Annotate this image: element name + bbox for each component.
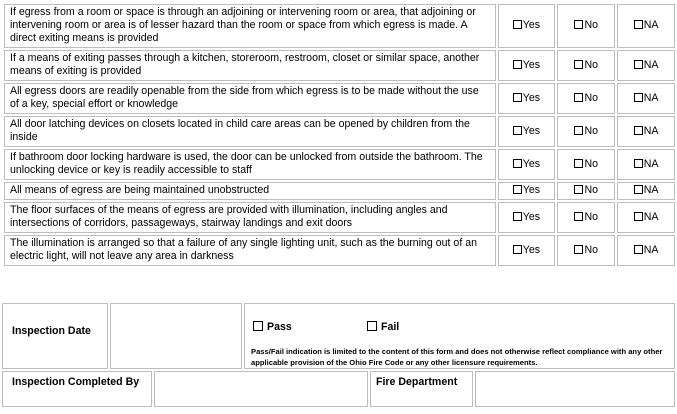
completed-by-label: Inspection Completed By	[12, 376, 140, 388]
option-na-checkbox[interactable]	[634, 126, 643, 135]
option-no-label: No	[584, 19, 599, 31]
checklist-row	[4, 50, 675, 81]
option-yes-cell[interactable]	[498, 83, 556, 114]
inspection-date-label: Inspection Date	[12, 325, 91, 337]
option-yes-label: Yes	[522, 91, 541, 104]
option-na-label: NA	[643, 91, 659, 104]
option-no-label: No	[584, 184, 599, 196]
option-na-cell[interactable]	[617, 50, 675, 81]
option-no-checkbox[interactable]	[574, 20, 583, 29]
option-na-checkbox[interactable]	[634, 245, 643, 254]
option-no-checkbox[interactable]	[574, 185, 583, 194]
option-na-cell[interactable]	[617, 182, 675, 200]
checklist-row	[4, 149, 675, 180]
checklist-question: All door latching devices on closets located in child care areas can be opened by children from the inside	[4, 116, 496, 147]
option-yes-label: Yes	[522, 124, 541, 137]
option-no-label: No	[584, 243, 599, 256]
option-na-cell[interactable]	[617, 116, 675, 147]
option-no-checkbox[interactable]	[574, 245, 583, 254]
checklist-question: If egress from a room or space is through an adjoining or intervening room or area, that adjoining or intervening room or area is of lesser hazard than the room or space from which egress is made. A direct exiting means is provided	[4, 4, 496, 48]
pass-checkbox[interactable]	[253, 321, 263, 331]
option-yes-cell[interactable]	[498, 182, 556, 200]
option-na-label: NA	[643, 184, 659, 196]
option-na-cell[interactable]	[617, 83, 675, 114]
option-na-checkbox[interactable]	[634, 212, 643, 221]
option-yes-checkbox[interactable]	[513, 20, 522, 29]
fail-label: Fail	[381, 321, 400, 333]
option-yes-checkbox[interactable]	[513, 185, 522, 194]
option-no-cell[interactable]	[557, 182, 615, 200]
option-na-label: NA	[643, 58, 659, 71]
checklist-row	[4, 116, 675, 147]
checklist-question: The floor surfaces of the means of egress are provided with illumination, including angles and intersections of corridors, passageways, stairway landings and exit doors	[4, 202, 496, 233]
option-yes-cell[interactable]	[498, 149, 556, 180]
pass-label: Pass	[267, 321, 292, 333]
checklist-row	[4, 182, 675, 200]
option-no-cell[interactable]	[557, 83, 615, 114]
option-na-cell[interactable]	[617, 4, 675, 48]
option-no-cell[interactable]	[557, 149, 615, 180]
checklist-row	[4, 202, 675, 233]
option-na-cell[interactable]	[617, 202, 675, 233]
option-na-checkbox[interactable]	[634, 185, 643, 194]
option-yes-label: Yes	[522, 19, 541, 31]
option-yes-cell[interactable]	[498, 235, 556, 266]
option-yes-cell[interactable]	[498, 50, 556, 81]
pass-option[interactable]	[253, 321, 292, 333]
option-no-cell[interactable]	[557, 50, 615, 81]
option-no-cell[interactable]	[557, 4, 615, 48]
option-no-checkbox[interactable]	[574, 212, 583, 221]
option-yes-cell[interactable]	[498, 202, 556, 233]
option-no-cell[interactable]	[557, 116, 615, 147]
option-yes-cell[interactable]	[498, 116, 556, 147]
completed-by-input[interactable]	[154, 371, 368, 407]
fire-department-label-cell	[370, 371, 473, 407]
inspection-date-input[interactable]	[110, 303, 242, 369]
option-na-label: NA	[643, 243, 659, 256]
option-no-label: No	[584, 91, 599, 104]
checklist-row	[4, 83, 675, 114]
option-yes-label: Yes	[522, 184, 541, 196]
option-na-checkbox[interactable]	[634, 20, 643, 29]
option-na-checkbox[interactable]	[634, 159, 643, 168]
checklist-question: If a means of exiting passes through a kitchen, storeroom, restroom, closet or similar space, another means of exiting is provided	[4, 50, 496, 81]
option-na-cell[interactable]	[617, 149, 675, 180]
checklist-question: The illumination is arranged so that a failure of any single lighting unit, such as the burning out of an electric light, will not leave any area in darkness	[4, 235, 496, 266]
option-no-label: No	[584, 210, 599, 223]
option-no-checkbox[interactable]	[574, 60, 583, 69]
option-na-label: NA	[643, 210, 659, 223]
option-no-cell[interactable]	[557, 235, 615, 266]
option-yes-label: Yes	[522, 157, 541, 170]
option-no-checkbox[interactable]	[574, 93, 583, 102]
option-no-checkbox[interactable]	[574, 159, 583, 168]
option-yes-checkbox[interactable]	[513, 60, 522, 69]
option-na-cell[interactable]	[617, 235, 675, 266]
option-yes-checkbox[interactable]	[513, 212, 522, 221]
option-no-label: No	[584, 157, 599, 170]
option-na-label: NA	[643, 157, 659, 170]
completed-by-label-cell	[2, 371, 152, 407]
fail-option[interactable]	[367, 321, 399, 333]
fire-department-label: Fire Department	[376, 376, 458, 388]
option-no-label: No	[584, 124, 599, 137]
checklist-question: All means of egress are being maintained unobstructed	[4, 182, 496, 200]
fail-checkbox[interactable]	[367, 321, 377, 331]
pass-fail-disclaimer: Pass/Fail indication is limited to the content of this form and does not otherwise reflect compliance with any other applicable provision of the Ohio Fire Code or any other licensure requirements.	[251, 347, 663, 367]
inspection-date-label-cell	[2, 303, 108, 369]
checklist-question: All egress doors are readily openable from the side from which egress is to be made without the use of a key, special effort or knowledge	[4, 83, 496, 114]
option-na-label: NA	[643, 19, 659, 31]
option-na-checkbox[interactable]	[634, 93, 643, 102]
option-yes-label: Yes	[522, 210, 541, 223]
fire-department-input[interactable]	[475, 371, 675, 407]
option-no-checkbox[interactable]	[574, 126, 583, 135]
checklist-question: If bathroom door locking hardware is used, the door can be unlocked from outside the bathroom. The unlocking device or key is readily accessible to staff	[4, 149, 496, 180]
egress-checklist-table	[2, 2, 677, 268]
checklist-row	[4, 4, 675, 48]
option-na-label: NA	[643, 124, 659, 137]
option-yes-checkbox[interactable]	[513, 159, 522, 168]
option-na-checkbox[interactable]	[634, 60, 643, 69]
option-yes-checkbox[interactable]	[513, 245, 522, 254]
option-yes-checkbox[interactable]	[513, 126, 522, 135]
option-no-label: No	[584, 58, 599, 71]
option-yes-label: Yes	[522, 243, 541, 256]
option-no-cell[interactable]	[557, 202, 615, 233]
option-yes-checkbox[interactable]	[513, 93, 522, 102]
checklist-row	[4, 235, 675, 266]
option-yes-label: Yes	[522, 58, 541, 71]
option-yes-cell[interactable]	[498, 4, 556, 48]
